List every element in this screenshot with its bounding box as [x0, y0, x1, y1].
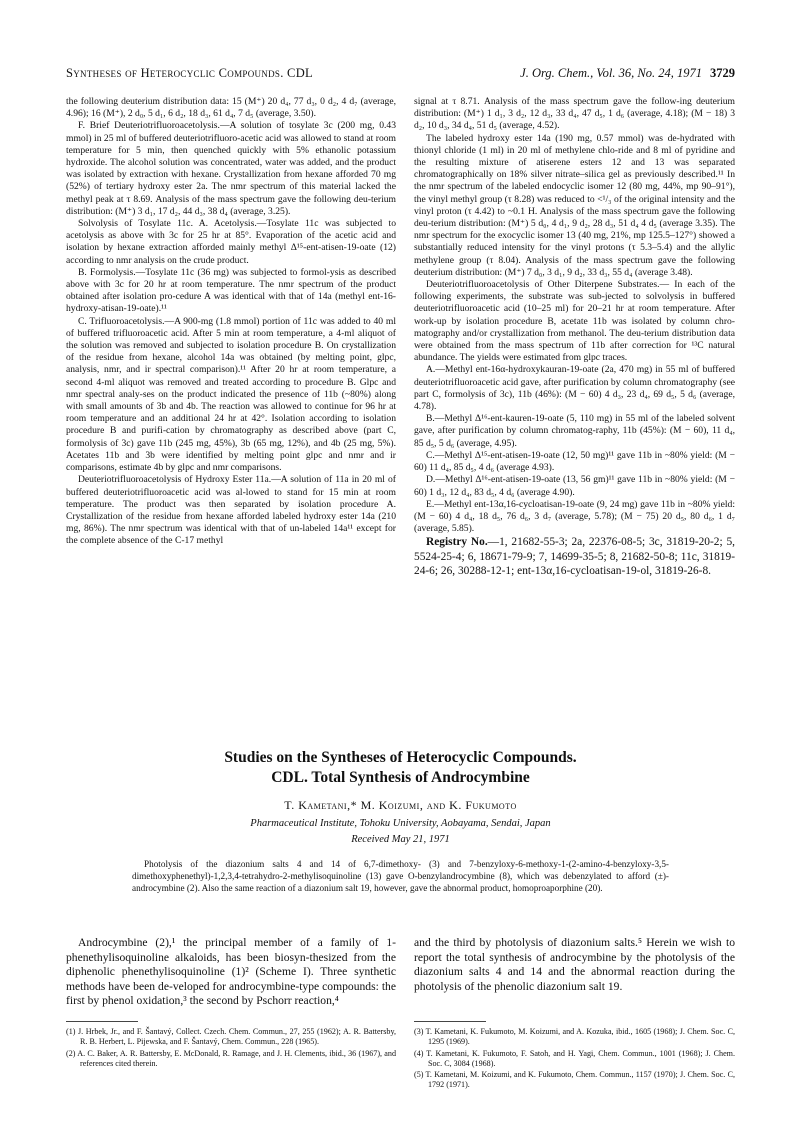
footnotes-left	[66, 1027, 396, 1070]
article-title-line-2: CDL. Total Synthesis of Androcymbine	[271, 769, 530, 786]
abstract-text: Photolysis of the diazonium salts 4 and 14 of 6,7-dimethoxy- (3) and 7-benzyloxy-6-methoxy-1-(2-amino-4-benzyloxy-3,5-dimethoxyphenethyl)-1,2,3,4-tetrahydro-2-methylisoquinoline (13) gave O-benzylandrocymbine (8), which was debenzylated to afford (±)-androcymbine (2). Also the same reaction of a diazonium salt 19, however, gave the abnormal product, homoproaporphine (20).	[132, 859, 669, 893]
running-title: Syntheses of Heterocyclic Compounds. CDL	[66, 66, 313, 80]
paragraph: the following deuterium distribution data: 15 (M⁺) 20 d₄, 77 d₃, 0 d₂, 4 d₇ (average, 4.96); 16 (M⁺), 2 d₀, 5 d₁, 6 d₂, 18 d₃, 61 d₄, 7 d₅ (average, 3.50).	[66, 96, 396, 120]
paragraph: Deuteriotrifluoroacetolysis of Hydroxy Ester 11a.—A solution of 11a in 20 ml of buffered deuteriotrifluoroacetic acid was al-lowed to stand for 15 min at room temperature. The product was then separated by isolation procedure A. Crystallization of the residue from hexane afforded labeled hydroxy ester 14a (210 mg, 86%). The nmr spectrum was identical with that of un-labeled 14a¹¹ except for the complete absence of the C-17 methyl	[66, 474, 396, 547]
authors: T. Kametani,* M. Koizumi, and K. Fukumoto	[284, 798, 517, 812]
paragraph: F. Brief Deuteriotrifluoroacetolysis.—A solution of tosylate 3c (200 mg, 0.43 mmol) in 25 ml of buffered deuteriotrifluoro-acetic acid was allowed to stand at room temperature for 5 min, then quenched quickly with 5% ethanolic potassium hydroxide. The alcohol solution was concentrated, water was added, and the product was isolated by extraction with hexane. Crystallization from hexane afforded 70 mg (52%) of tertiary hydroxy ester 2a. The nmr spectrum of this material lacked the methyl peak at τ 8.69. Analysis of the mass spectrum gave the following deu-terium distribution: (M⁺) 3 d₁, 17 d₂, 44 d₃, 38 d₄ (average, 3.25).	[66, 120, 396, 217]
article-heading	[66, 748, 735, 845]
left-column-experimental	[66, 96, 396, 548]
footnote-rule	[66, 1021, 138, 1022]
paragraph: A.—Methyl ent-16α-hydroxykauran-19-oate (2a, 470 mg) in 55 ml of buffered deuteriotrifluoroacetic acid gave, after purification by column chromatography (see part C, formolysis of 3c), 11b (46%): (M − 60) 4 d₃, 23 d₄, 69 d₅, 5 d₆ (average, 4.78).	[414, 364, 735, 413]
right-column-experimental	[414, 96, 735, 579]
body-paragraph: and the third by photolysis of diazonium salts.⁵ Herein we wish to report the total synthesis of androcymbine by the photolysis of the diazonium salts 4 and 14 and the abnormal reaction during the photolysis of the phenolic diazonium salt 19.	[414, 936, 735, 993]
registry-text: —1, 21682-55-3; 2a, 22376-08-5; 3c, 31819-20-2; 5, 5524-25-4; 6, 18671-79-9; 7, 14699-35-5; 8, 21682-50-8; 11c, 31819-24-6; 26, 30288-12-1; ent-13α,16-cycloatisan-19-ol, 31819-26-8.	[414, 536, 735, 578]
paragraph: C. Trifluoroacetolysis.—A 900-mg (1.8 mmol) portion of 11c was added to 40 ml of buffered trifluoroacetic acid. After 5 min at room temperature, a 4-ml aliquot of the solution was removed and subjected to isolation procedure B. On crystallization of the residue from hexane, alcohol 14a was obtained (by melting point, glpc, analysis, nmr, and ir spectral comparison).¹¹ After 20 hr at room temperature, a second 4-ml aliquot was removed and treated according to procedure B. Glpc and nmr spectral analy-ses on the product indicated the presence of 11b (~80%) along with small amounts of 3b and 4b. The reaction was allowed to continue for 96 hr at room temperature and an additional 24 hr at 42°. Isolation according to isolation procedure B and purifi-cation by chromatography as described above (part C, formolysis of 3c) gave 11b (245 mg, 45%), 3b (65 mg, 12%), and 4b (25 mg, 5%). Acetates 11b and 3b were identified by melting point glpc and nmr and ir comparisons, estimate 4b by glpc and nmr comparisons.	[66, 315, 396, 474]
paragraph: C.—Methyl Δ¹⁵-ent-atisen-19-oate (12, 50 mg)¹¹ gave 11b in ~80% yield: (M − 60) 11 d₄, 85 d₅, 4 d₆ (average 4.93).	[414, 449, 735, 474]
footnotes-right	[414, 1027, 735, 1092]
footnote: (1) J. Hrbek, Jr., and F. Šantavý, Collect. Czech. Chem. Commun., 27, 255 (1962); A. R. Battersby, R. B. Herbert, L. Pijewska, and F. Šantavý, Chem. Commun., 228 (1965).	[66, 1027, 396, 1047]
journal-citation	[520, 66, 735, 81]
abstract	[132, 858, 669, 894]
paragraph: signal at τ 8.71. Analysis of the mass spectrum gave the follow-ing deuterium distribution: (M⁺) 1 d₁, 3 d₂, 12 d₃, 33 d₄, 47 d₅, 1 d₆ (average, 4.18); (M − 18) 3 d₂, 10 d₃, 34 d₄, 51 d₅ (average, 4.52).	[414, 96, 735, 132]
paragraph: E.—Methyl ent-13α,16-cycloatisan-19-oate (9, 24 mg) gave 11b in ~80% yield: (M − 60) 4 d₄, 18 d₅, 76 d₆, 3 d₇ (average, 5.78); (M − 75) 20 d₅, 80 d₆, 1 d₇ (average, 5.85).	[414, 498, 735, 535]
paragraph: The labeled hydroxy ester 14a (190 mg, 0.57 mmol) was de-hydrated with thionyl chloride (1 ml) in 20 ml of methylene chlo-ride and 8 ml of pyridine and the resulting mixture of atiserene esters 12 and 13 was separated chromatographically on 18% silver nitrate–silica gel as previously described.¹¹ In the nmr spectrum of the labeled endocyclic isomer 12 (80 mg, 44%, mp 90–91°), the vinyl methyl group (τ 8.28) was reduced to <¹/₃ of the original intensity and the vinyl proton (τ 4.42) to ~0.1 H. Analysis of the mass spectrum gave the following deu-terium distribution: (M⁺) 5 d₀, 4 d₁, 9 d₂, 28 d₃, 51 d₄ 4 d₅ (average 3.35). The nmr spectrum for the exocyclic isomer 13 (40 mg, 21%, mp 125.5–127°) showed a substantially reduced intensity for the vinyl protons (τ 5.3–5.4) and the allylic methylene group (τ 8.04). Analysis of the mass spectrum gave the following deuterium distribution: (M⁺) 7 d₀, 3 d₁, 9 d₂, 33 d₃, 55 d₄ (average 3.48).	[414, 132, 735, 278]
footnote: (3) T. Kametani, K. Fukumoto, M. Koizumi, and A. Kozuka, ibid., 1605 (1968); J. Chem. Soc. C, 1295 (1969).	[414, 1027, 735, 1047]
paragraph: B. Formolysis.—Tosylate 11c (36 mg) was subjected to formol-ysis as described above with 3c for 20 hr at room temperature. The nmr spectrum of the product obtained after isolation pro-cedure A was identical with that of 14a (methyl ent-16-hydroxy-atisan-19-oate).¹¹	[66, 266, 396, 315]
body-right-column	[414, 936, 735, 994]
running-header	[66, 66, 735, 82]
institution: Pharmaceutical Institute, Tohoku University, Aobayama, Sendai, Japan	[250, 818, 551, 829]
footnote: (4) T. Kametani, K. Fukumoto, F. Satoh, and H. Yagi, Chem. Commun., 1001 (1968); J. Chem. Soc. C, 3084 (1968).	[414, 1048, 735, 1068]
footnote-rule	[414, 1021, 486, 1022]
paragraph: B.—Methyl Δ¹⁶-ent-kauren-19-oate (5, 110 mg) in 55 ml of the labeled solvent gave, after purification by column chromatog-raphy, 11b (45%): (M − 60), 11 d₄, 85 d₅, 5 d₆ (average, 4.95).	[414, 413, 735, 449]
registry-label: Registry No.	[426, 536, 488, 549]
footnote: (2) A. C. Baker, A. R. Battersby, E. McDonald, R. Ramage, and J. H. Clements, ibid., 36 (1967), and references cited therein.	[66, 1048, 396, 1068]
body-left-column	[66, 936, 396, 1009]
footnote: (5) T. Kametani, M. Koizumi, and K. Fukumoto, Chem. Commun., 1157 (1970); J. Chem. Soc. C, 1792 (1971).	[414, 1070, 735, 1090]
article-title-line-1: Studies on the Syntheses of Heterocyclic Compounds.	[224, 749, 577, 766]
page-number: 3729	[710, 66, 735, 80]
paragraph: Deuteriotrifluoroacetolysis of Other Diterpene Substrates.— In each of the following experiments, the substrate was sub-jected to solvolysis in buffered deuteriotrifluoroacetic acid (10–25 ml) for 20–21 hr at room temperature. After work-up by isolation procedure B, acetate 11b was isolated by column chro-matography and/or crystallization from methanol. The deu-terium distribution data were obtained from the mass spectrum of 11b after correction for ¹³C natural abundance. The yields were estimated from glpc traces.	[414, 279, 735, 364]
registry-numbers	[414, 535, 735, 579]
body-paragraph: Androcymbine (2),¹ the principal member of a family of 1-phenethylisoquinoline alkaloids, has been biosyn-thesized from the diphenolic phenethylisoquinoline (1)² (Scheme I). Three synthetic methods have been de-veloped for androcymbine-type compounds: the first by phenol oxidation,³ the second by Pschorr reaction,⁴	[66, 936, 396, 1008]
journal-reference: J. Org. Chem., Vol. 36, No. 24, 1971	[520, 66, 702, 80]
received-date: Received May 21, 1971	[351, 834, 450, 845]
paragraph: D.—Methyl Δ¹⁶-ent-atisen-19-oate (13, 56 gm)¹¹ gave 11b in ~80% yield: (M − 60) 1 d₃, 12 d₄, 83 d₅, 4 d₆ (average 4.90).	[414, 474, 735, 498]
paragraph: Solvolysis of Tosylate 11c. A. Acetolysis.—Tosylate 11c was subjected to acetolysis as above with 3c for 25 hr at 85°. Evaporation of the acetic acid and isolation by hexane extraction afforded mainly methyl Δ¹⁵-ent-atisen-19-oate (12) according to nmr analysis on the crude product.	[66, 218, 396, 266]
